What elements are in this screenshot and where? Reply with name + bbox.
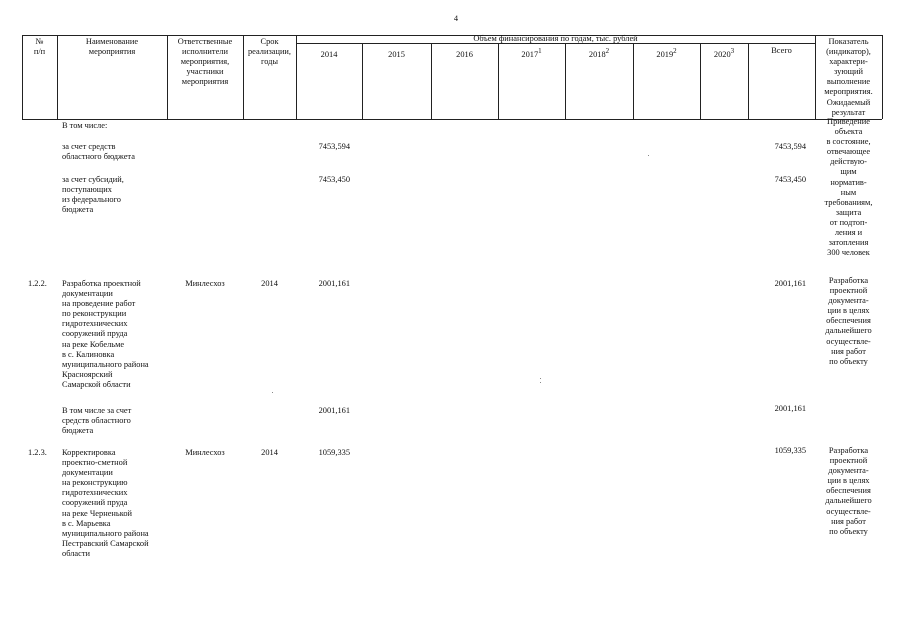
- year-label: 2018: [588, 49, 606, 59]
- header-year-2020: [700, 46, 748, 60]
- incl-label: В том числе:: [62, 121, 108, 130]
- header-financing: Объем финансирования по годам, тыс. рублей: [473, 34, 638, 43]
- subsidy-total: 7453,450: [774, 175, 806, 184]
- row-result: Разработка проектной документа- ции в целях обеспечения дальнейшего осуществле- ния работ по объекту: [825, 276, 872, 366]
- header-num: № п/п: [33, 37, 46, 57]
- header-name: Наименование мероприятия: [85, 37, 139, 57]
- scan-speck: [540, 378, 541, 379]
- year-label: 2017: [521, 49, 539, 59]
- header-year-2018: [565, 46, 633, 60]
- header-year-2017: [498, 46, 565, 60]
- year-label: 2016: [456, 49, 473, 59]
- row-term: 2014: [261, 448, 278, 457]
- year-footnote: 3: [730, 47, 735, 55]
- row-executor: Минлесхоз: [185, 448, 225, 457]
- regional-total: 7453,594: [774, 142, 806, 151]
- row-incl-2014: 2001,161: [318, 406, 350, 415]
- year-label: 2020: [713, 49, 731, 59]
- year-label: 2019: [656, 49, 674, 59]
- subsidy-label: за счет субсидий, поступающих из федерального бюджета: [62, 175, 124, 215]
- result-1: Приведение объекта в состояние, отвечающее действую- щим норматив- ным требованиям, защита от подтоп- ления и затопления 300 человек: [824, 117, 873, 258]
- row-num: 1.2.2.: [28, 279, 47, 288]
- page-number: 4: [453, 14, 459, 23]
- subsidy-2014: 7453,450: [318, 175, 350, 184]
- header-year-2015: [362, 46, 431, 60]
- row-executor: Минлесхоз: [185, 279, 225, 288]
- row-incl-total: 2001,161: [774, 404, 806, 413]
- row-name: Разработка проектной документации на проведение работ по реконструкции гидротехнических сооружений пруда на реке Кобельме в с. Калиновка муниципального района Красноярский Самарской области: [62, 279, 149, 389]
- year-label: 2015: [388, 49, 405, 59]
- row-total: 2001,161: [774, 279, 806, 288]
- row-result: Разработка проектной документа- ции в целях обеспечения дальнейшего осуществле- ния работ по объекту: [825, 446, 872, 536]
- row-2014: 2001,161: [318, 279, 350, 288]
- scan-speck: [648, 155, 649, 156]
- header-year-2014: [296, 46, 362, 60]
- year-footnote: 2: [605, 47, 610, 55]
- row-incl-label: В том числе за счет средств областного бюджета: [62, 406, 132, 436]
- header-executors: Ответственные исполнители мероприятия, участники мероприятия: [177, 37, 233, 87]
- scan-speck: [272, 392, 273, 393]
- regional-label: за счет средств областного бюджета: [62, 142, 135, 162]
- row-name: Корректировка проектно-сметной документации на реконструкцию гидротехнических сооружений пруда на реке Черненькой в с. Марьевка муниципального района Пестравский Самарской области: [62, 448, 149, 558]
- row-num: 1.2.3.: [28, 448, 47, 457]
- scan-speck: [540, 382, 541, 383]
- header-year-2016: [431, 46, 498, 60]
- row-2014: 1059,335: [318, 448, 350, 457]
- row-term: 2014: [261, 279, 278, 288]
- year-footnote: 1: [538, 47, 542, 55]
- row-total: 1059,335: [774, 446, 806, 455]
- header-year-2019: [633, 46, 700, 60]
- regional-2014: 7453,594: [318, 142, 350, 151]
- header-total: Всего: [771, 46, 792, 55]
- year-label: 2014: [320, 49, 338, 59]
- col-line: [882, 35, 883, 119]
- header-indicator: Показатель (индикатор), характери- зующий выполнение мероприятия. Ожидаемый результат: [824, 37, 873, 117]
- year-footnote: 2: [673, 47, 677, 55]
- header-bottom-border: [22, 119, 882, 120]
- header-term: Срок реализации, годы: [247, 37, 292, 67]
